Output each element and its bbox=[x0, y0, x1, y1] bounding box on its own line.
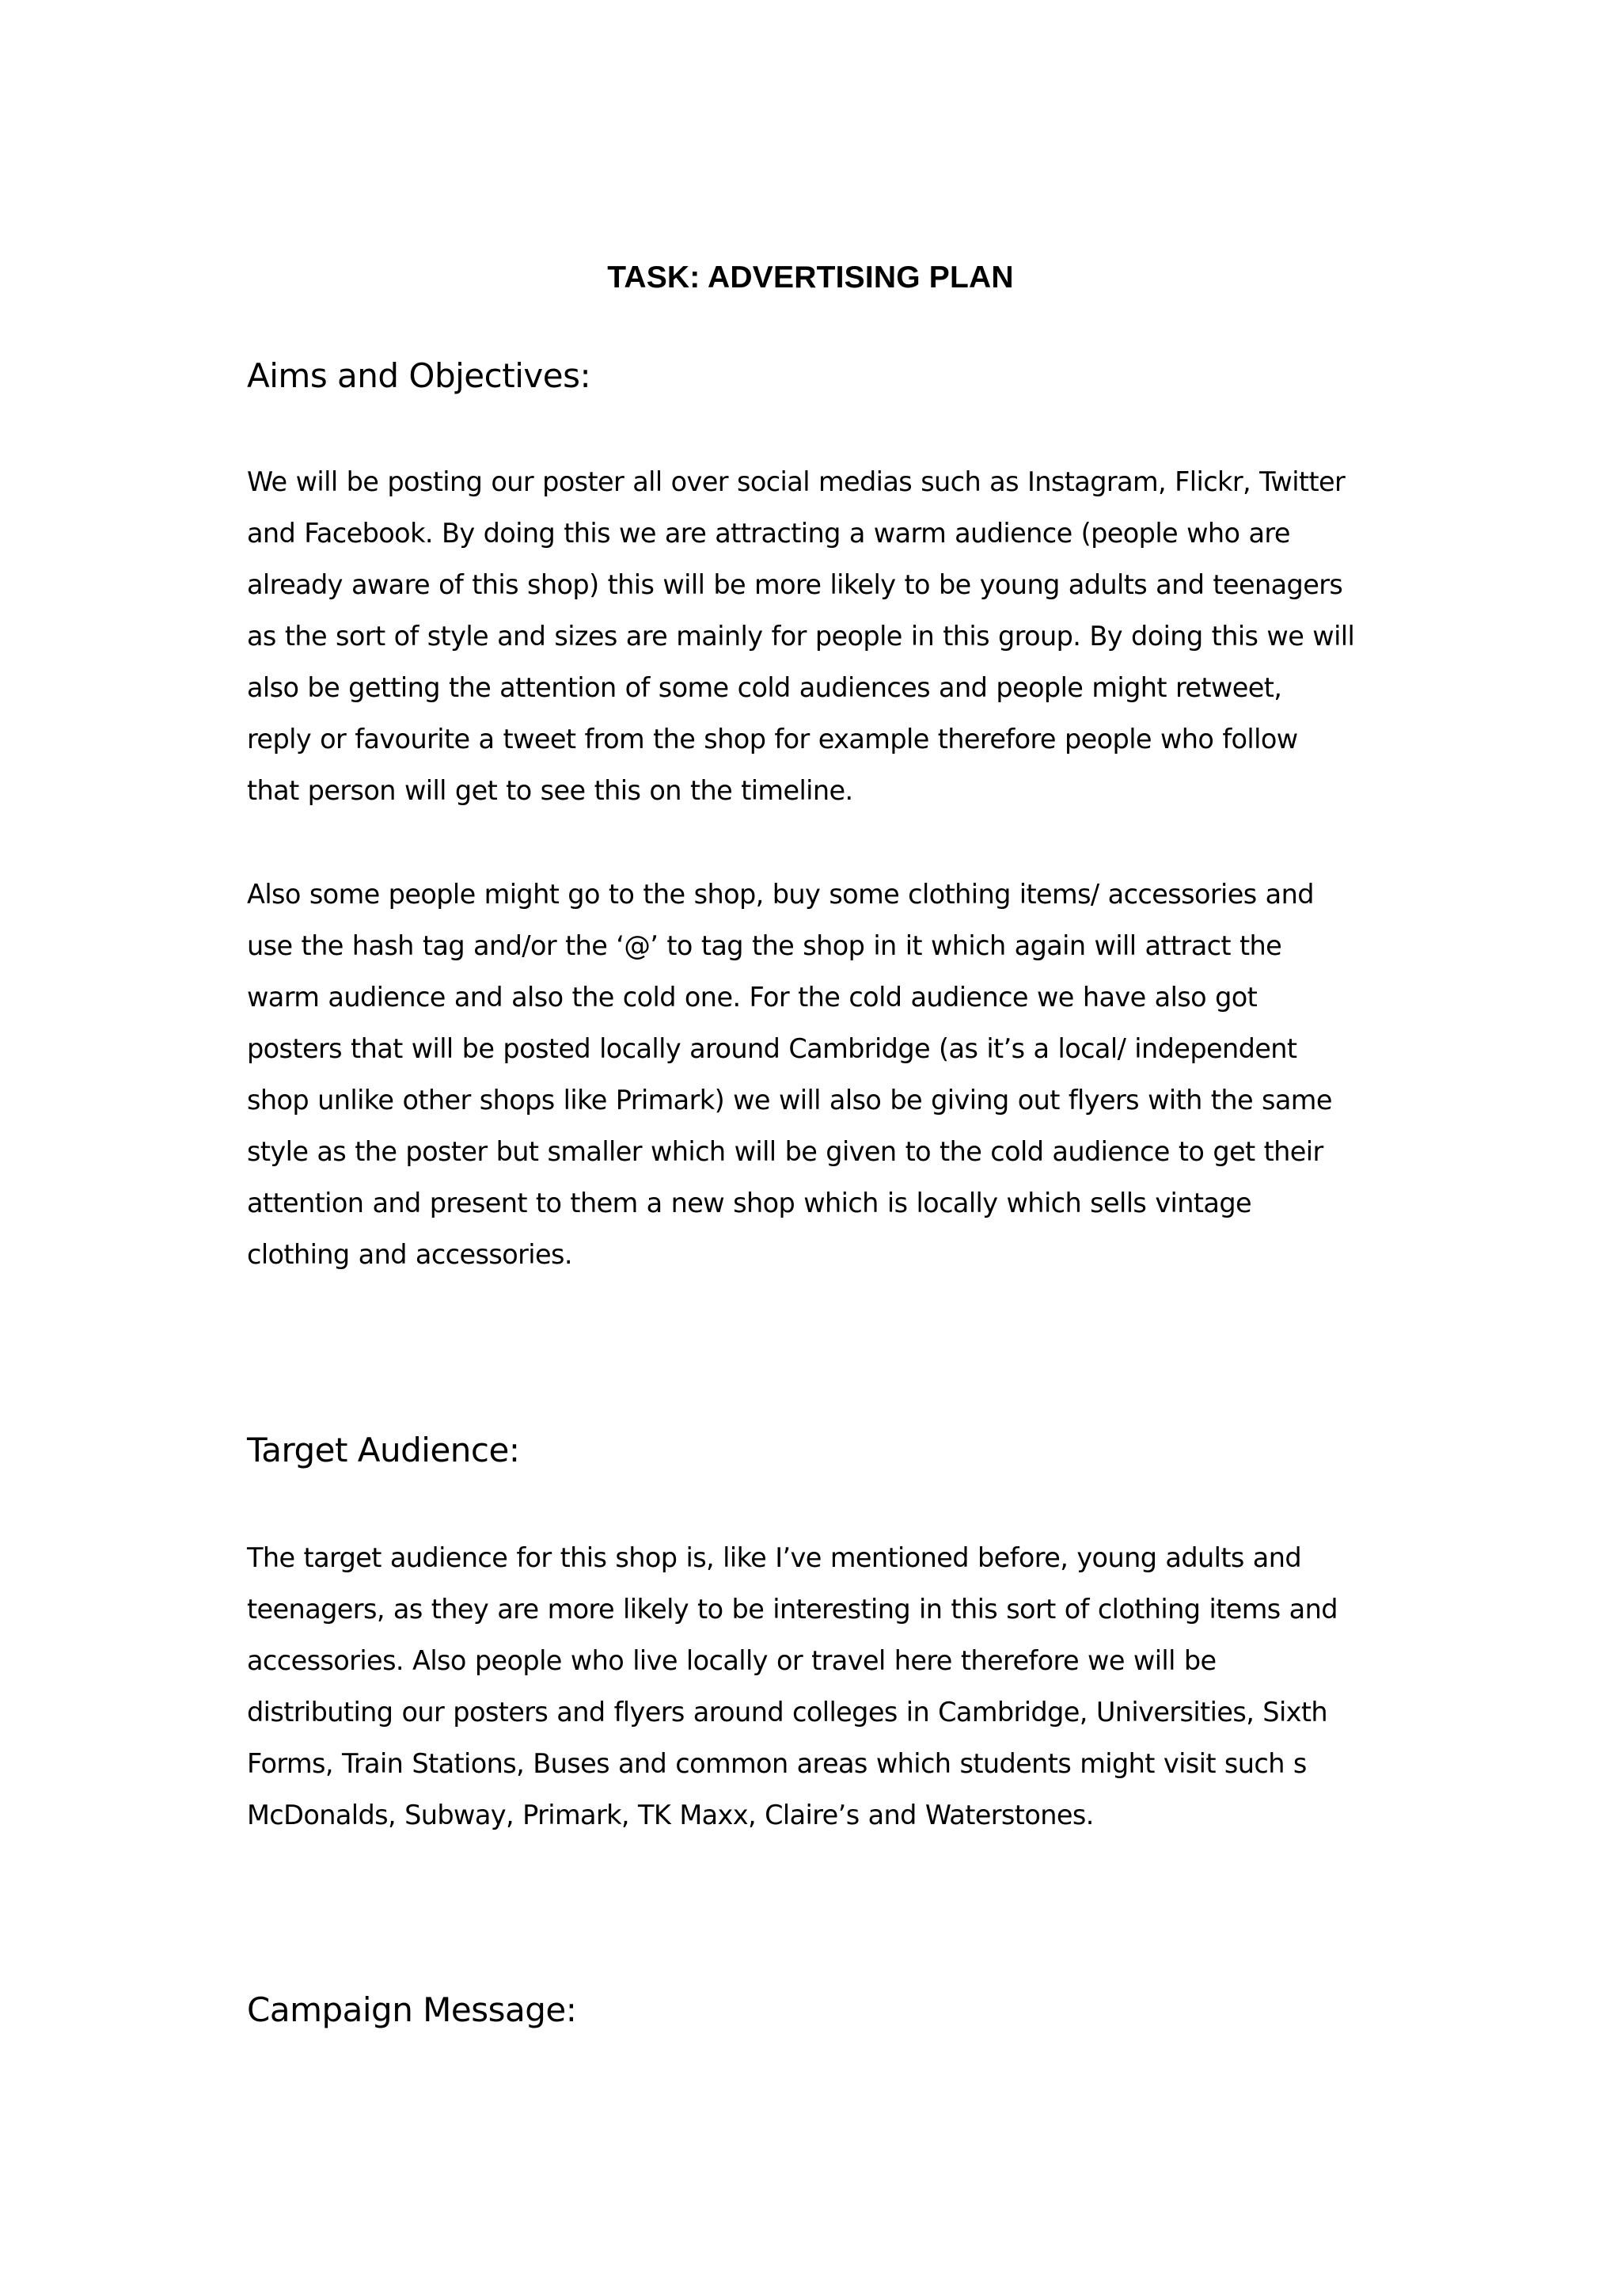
section-heading-aims-and-objectives: Aims and Objectives: bbox=[247, 356, 591, 395]
paragraph-aims-1: We will be posting our poster all over social medias such as Instagram, Flickr, Twitter and Facebook. By doing this we are attracting a warm audience (people who are already aware of this shop) this will be more likely to be young adults and teenagers as the sort of style and sizes are mainly for people in this group. By doing this we will also be getting the attention of some cold audiences and people might retweet, reply or favourite a tweet from the shop for example therefore people who follow that person will get to see this on the timeline. bbox=[247, 466, 1355, 806]
paragraph-target-audience: The target audience for this shop is, like I’ve mentioned before, young adults and teenagers, as they are more likely to be interesting in this sort of clothing items and accessories. Also people who live locally or travel here therefore we will be distributing our posters and flyers around colleges in Cambridge, Universities, Sixth Forms, Train Stations, Buses and common areas which students might visit such s McDonalds, Subway, Primark, TK Maxx, Claire’s and Waterstones. bbox=[247, 1542, 1338, 1830]
paragraph-aims-2: Also some people might go to the shop, buy some clothing items/ accessories and use the hash tag and/or the ‘@’ to tag the shop in it which again will attract the warm audience and also the cold one. For the cold audience we have also got posters that will be posted locally around Cambridge (as it’s a local/ independent shop unlike other shops like Primark) we will also be giving out flyers with the same style as the poster but smaller which will be given to the cold audience to get their attention and present to them a new shop which is locally which sells vintage clothing and accessories. bbox=[247, 879, 1332, 1270]
document-title: TASK: ADVERTISING PLAN bbox=[607, 260, 1014, 295]
section-heading-campaign-message: Campaign Message: bbox=[247, 1990, 577, 2029]
section-heading-target-audience: Target Audience: bbox=[247, 1431, 520, 1469]
